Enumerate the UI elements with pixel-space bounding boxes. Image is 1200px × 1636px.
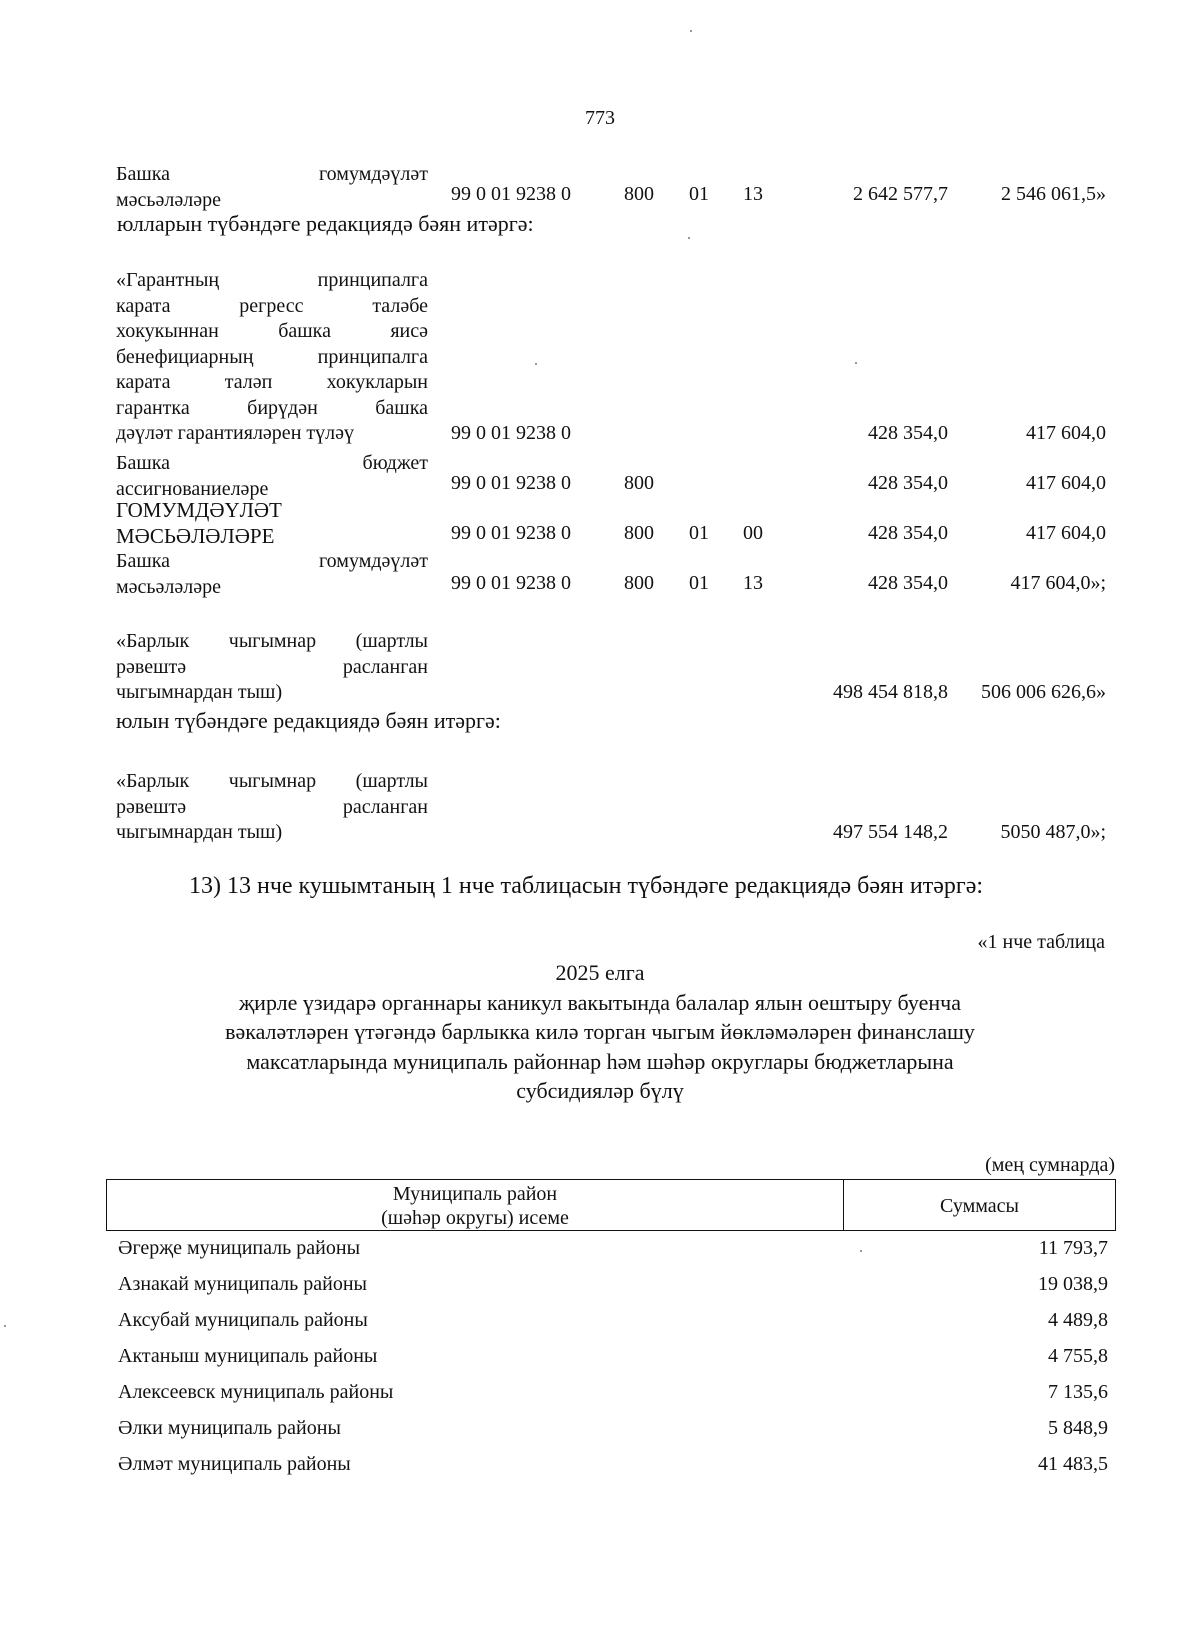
district-name: Әлки муниципаль районы: [118, 1417, 341, 1439]
district-name: Азнакай муниципаль районы: [118, 1273, 367, 1295]
code-cell: 99 0 01 9238 0: [451, 183, 571, 205]
row-label-other-general-issues: Башка гомумдәүләт мәсьәләләре: [116, 550, 428, 598]
row-label-budget-allocations: Башка бюджет ассигнованиеләре: [116, 452, 428, 500]
sum-2025-cell: 428 354,0: [868, 572, 948, 594]
sum-2025-cell: 2 642 577,7: [853, 183, 948, 205]
pr-cell: 00: [743, 522, 763, 544]
sum-2026-cell: 5050 487,0»;: [1000, 821, 1106, 843]
row-label-total-expenses-new: «Барлык чыгымнар (шартлы рәвештә расланган чыгымнардан тыш): [116, 770, 428, 843]
table-caption: «1 нче таблица: [977, 931, 1105, 953]
table-row: [118, 1345, 1108, 1375]
vr-cell: 800: [624, 572, 654, 594]
scan-speck: [860, 1250, 862, 1252]
pr-cell: 13: [743, 572, 763, 594]
district-name: Әлмәт муниципаль районы: [118, 1453, 351, 1475]
table-row: [118, 1237, 1108, 1267]
district-name: Актаныш муниципаль районы: [118, 1345, 378, 1367]
sum-2025-cell: 428 354,0: [868, 522, 948, 544]
code-cell: 99 0 01 9238 0: [451, 522, 571, 544]
table-row: [118, 1417, 1108, 1447]
units-label: (мең сумнарда): [985, 1154, 1115, 1176]
column-header-sum: Суммасы: [940, 1195, 1019, 1217]
district-name: Алексеевск муниципаль районы: [118, 1381, 394, 1403]
scan-speck: [4, 1325, 6, 1327]
rz-cell: 01: [689, 183, 709, 205]
district-sum: 7 135,6: [1048, 1381, 1108, 1403]
scan-speck: [688, 237, 690, 239]
instruction-text: юлын түбәндәге редакциядә бәян итәргә:: [116, 708, 501, 733]
sum-2026-cell: 417 604,0: [1026, 422, 1106, 444]
table-row: [118, 1453, 1108, 1483]
item-13-text: 13) 13 нче кушымтаның 1 нче таблицасын түбәндәге редакциядә бәян итәргә:: [189, 873, 984, 899]
sum-2025-cell: 497 554 148,2: [833, 821, 948, 843]
sum-2025-cell: 428 354,0: [868, 422, 948, 444]
subsidy-table-header: [106, 1179, 1116, 1231]
instruction-text: юлларын түбәндәге редакциядә бәян итәргә:: [117, 211, 534, 236]
page-number: 773: [585, 107, 615, 129]
sum-2026-cell: 417 604,0»;: [1010, 572, 1106, 594]
table-row: [118, 1273, 1108, 1303]
code-cell: 99 0 01 9238 0: [451, 422, 571, 444]
code-cell: 99 0 01 9238 0: [451, 472, 571, 494]
sum-2026-cell: 2 546 061,5»: [1001, 183, 1106, 205]
district-sum: 41 483,5: [1038, 1453, 1108, 1475]
code-cell: 99 0 01 9238 0: [451, 572, 571, 594]
vr-cell: 800: [624, 522, 654, 544]
vr-cell: 800: [624, 472, 654, 494]
row-label-other-general-issues: Башка гомумдәүләт мәсьәләләре: [116, 163, 428, 211]
column-header-name: Муниципаль район (шәһәр округы) исеме: [107, 1180, 844, 1230]
district-sum: 4 489,8: [1048, 1309, 1108, 1331]
sum-2026-cell: 506 006 626,6»: [981, 681, 1106, 703]
table-title: 2025 елга җирле үзидарә органнары каникул вакытында балалар ялын оештыру буенча вәкаләтләрен үтәгәндә барлыкка килә торган чыгым йөкләмәләрен финанслашу максатларында муниципаль районнар һәм шәһәр округлары бюджетларына субсидияләр бүлү: [225, 960, 975, 1103]
table-row: [118, 1381, 1108, 1411]
table-row: [118, 1309, 1108, 1339]
district-sum: 19 038,9: [1038, 1273, 1108, 1295]
district-sum: 5 848,9: [1048, 1417, 1108, 1439]
sum-2026-cell: 417 604,0: [1026, 522, 1106, 544]
scan-speck: [690, 30, 692, 32]
rz-cell: 01: [689, 572, 709, 594]
sum-2025-cell: 498 454 818,8: [833, 681, 948, 703]
sum-2026-cell: 417 604,0: [1026, 472, 1106, 494]
district-name: Әгерҗе муниципаль районы: [118, 1237, 361, 1259]
sum-2025-cell: 428 354,0: [868, 472, 948, 494]
pr-cell: 13: [743, 183, 763, 205]
vr-cell: 800: [624, 183, 654, 205]
scan-speck: [855, 362, 857, 364]
scan-speck: [535, 363, 537, 365]
rz-cell: 01: [689, 522, 709, 544]
row-label-general-issues-caps: ГОМУМДӘҮЛӘТ МӘСЬӘЛӘЛӘРЕ: [116, 498, 282, 548]
row-label-total-expenses-old: «Барлык чыгымнар (шартлы рәвештә расланган чыгымнардан тыш): [116, 630, 428, 703]
district-name: Аксубай муниципаль районы: [118, 1309, 368, 1331]
row-label-guarantees: «Гарантның принципалга карата регресс таләбе хокукыннан башка яисә бенефициарның принципалга карата таләп хокукларын гарантка бирүдән башка дәүләт гарантияләрен түләү: [116, 269, 428, 444]
district-sum: 11 793,7: [1038, 1237, 1108, 1259]
district-sum: 4 755,8: [1048, 1345, 1108, 1367]
